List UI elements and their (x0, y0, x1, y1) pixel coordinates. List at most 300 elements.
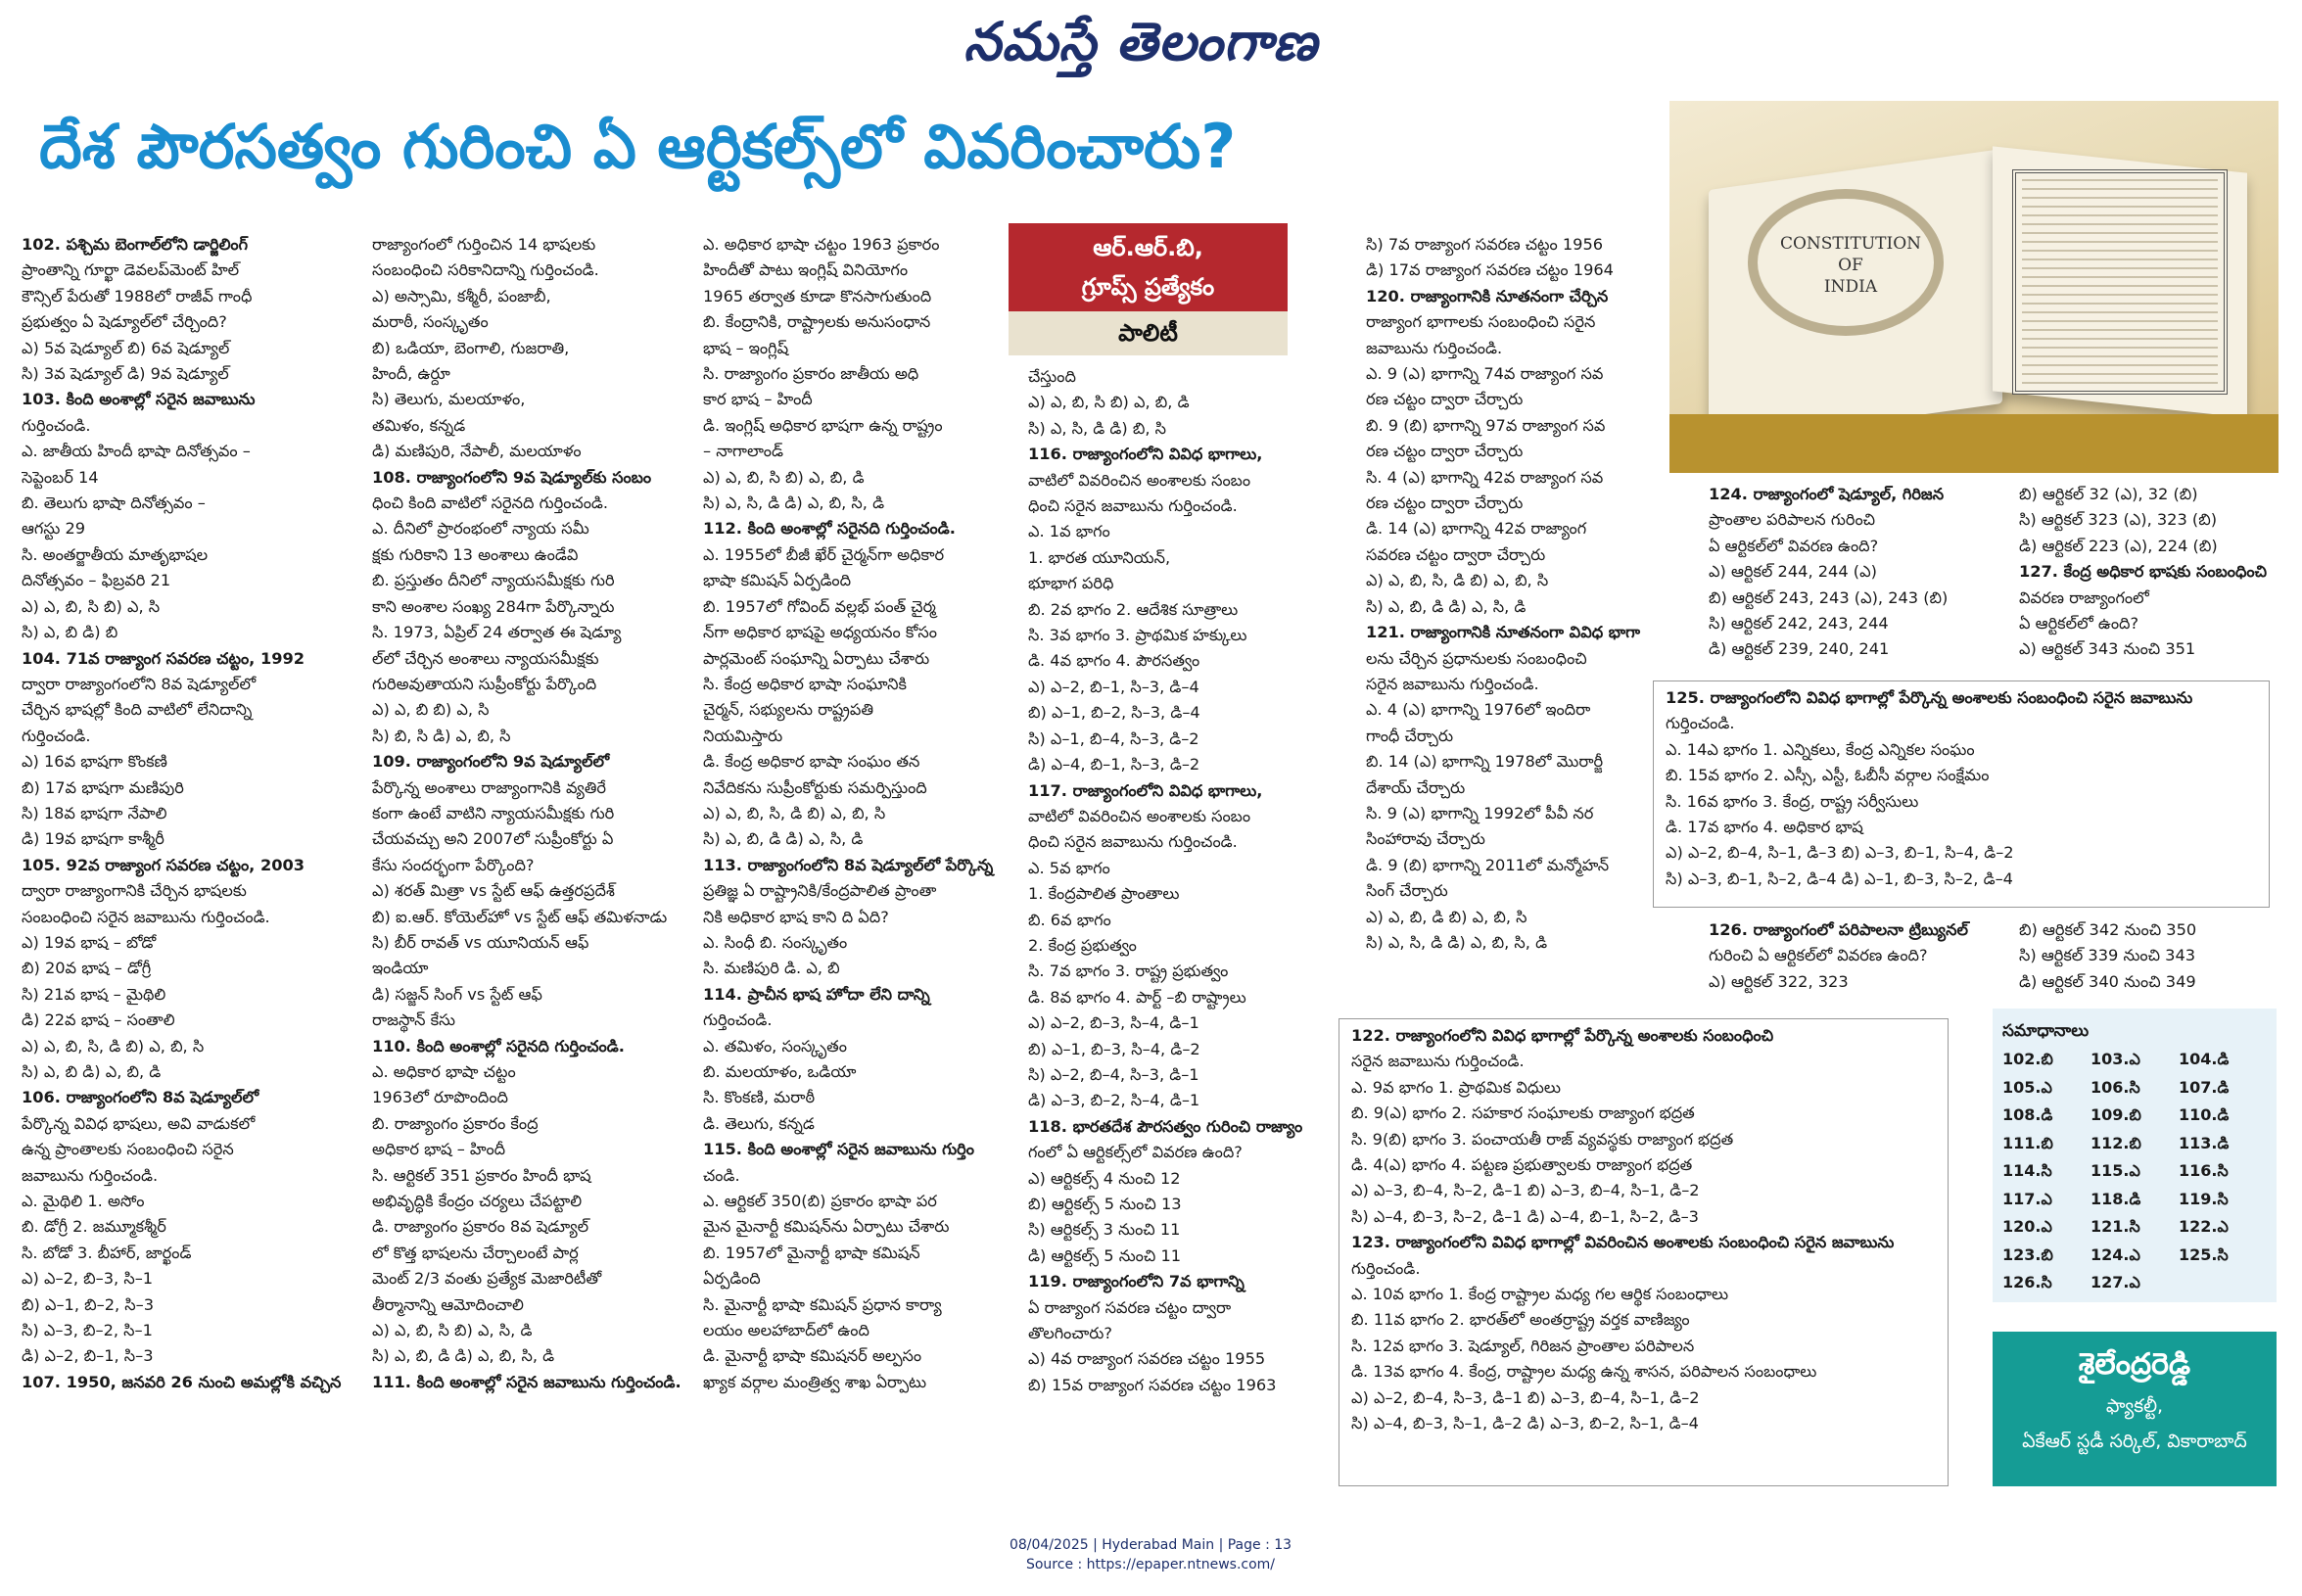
text-line: రణ చట్టం ద్వారా చేర్చారు (1366, 493, 1524, 513)
text-line: చేయవచ్చు అని 2007లో సుప్రీంకోర్టు ఏ (372, 829, 614, 849)
text-line: బి. 9 (బి) భాగాన్ని 97వ రాజ్యాంగ సవ (1366, 415, 1606, 435)
column-7 (2019, 482, 2288, 663)
text-line: 116. రాజ్యాంగంలోని వివిధ భాగాలు, (1028, 445, 1263, 464)
text-line: సి. బోడో 3. బీహార్, జార్ఖండ్ (22, 1243, 192, 1262)
text-line: సంబంధించి సరికానిదాన్ని గుర్తించండి. (372, 260, 599, 280)
text-line: ఎ. మైథిలి 1. అసోం (22, 1192, 145, 1211)
text-line: డి) ఎ–3, బి–2, సి–4, డి–1 (1028, 1091, 1200, 1110)
text-line: హిందీ, ఉర్దూ (372, 364, 450, 384)
text-line: ఎ. 4 (ఎ) భాగాన్ని 1976లో ఇందిరా (1366, 700, 1591, 720)
answer-cell: 122.ఎ (2179, 1217, 2229, 1236)
text-line: బి. 11వ భాగం 2. భారత్‌లో అంతర్రాష్ట్ర వర్తక వాణిజ్యం (1351, 1310, 1690, 1330)
cover-line: CONSTITUTION (1779, 234, 1922, 254)
text-line: 110. కింది అంశాల్లో సరైనది గుర్తించండి. (372, 1036, 625, 1056)
answer-cell: 124.ఎ (2091, 1244, 2140, 1264)
text-line: ద్వారా రాజ్యాంగానికి చేర్చిన భాషలకు (22, 881, 247, 901)
text-line: వాటిలో వివరించిన అంశాలకు సంబం (1028, 806, 1251, 825)
text-line: భాష – ఇంగ్లిష్ (703, 338, 789, 357)
text-line: 1. భారత యూనియన్, (1028, 547, 1171, 567)
text-line: సి) ఎ, బి, డి డి) ఎ, బి, సి, డి (372, 1346, 555, 1366)
text-line: కార భాష – హిందీ (703, 390, 813, 409)
text-line: 107. 1950, జనవరి 26 నుంచి అమల్లోకి వచ్చిన (22, 1372, 342, 1391)
page-text-lines (2022, 179, 2218, 385)
text-line: 103. కింది అంశాల్లో సరైన జవాబును (22, 390, 256, 409)
text-line: బి. తెలుగు భాషా దినోత్సవం – (22, 493, 206, 513)
text-line: సి. 4 (ఎ) భాగాన్ని 42వ రాజ్యాంగ సవ (1366, 467, 1604, 487)
answer-cell: 106.సి (2091, 1077, 2140, 1097)
text-line: తమిళం, కన్నడ (372, 415, 466, 435)
text-line: ఎ. అధికార భాషా చట్టం (372, 1062, 516, 1081)
answer-cell: 120.ఎ (2002, 1217, 2052, 1236)
text-line: ఎ) ఎ, బి, సి బి) ఎ, బి, డి (703, 467, 865, 487)
answer-cell: 113.డి (2179, 1133, 2230, 1152)
author-institute: ఏకేఆర్ స్టడీ సర్కిల్, వికారాబాద్ (2022, 1431, 2247, 1452)
answer-row (2002, 1213, 2267, 1242)
text-line: ఏర్పడింది (703, 1269, 761, 1289)
text-line: సి. 9 (ఎ) భాగాన్ని 1992లో పీవీ నర (1366, 803, 1594, 822)
text-line: సి) ఎ, బి డి) బి (22, 623, 118, 642)
text-line: ఎ. దీనిలో ప్రారంభంలో న్యాయ సమీ (372, 519, 589, 539)
text-line: మైన మైనార్టీ కమిషన్‌ను ఏర్పాటు చేశారు (703, 1217, 950, 1237)
text-line: ఎ) ఎ–2, బి–4, సి–3, డి–1 బి) ఎ–3, బి–4, సి–1, డి–2 (1351, 1387, 1700, 1407)
text-line: 1965 తర్వాత కూడా కొనసాగుతుంది (703, 286, 932, 305)
text-line: దేశాయ్ చేర్చారు (1366, 777, 1466, 797)
text-line: నివేదికను సుప్రీంకోర్టుకు సమర్పిస్తుంది (703, 777, 927, 797)
text-line: రణ చట్టం ద్వారా చేర్చారు (1366, 442, 1524, 461)
column-6 (1709, 482, 2027, 663)
author-name: శైలేంద్రరెడ్డి (2078, 1347, 2191, 1382)
text-line: 106. రాజ్యాంగంలోని 8వ షెడ్యూల్‌లో (22, 1088, 259, 1107)
text-line: చండి. (703, 1165, 740, 1185)
answer-row (2002, 1157, 2267, 1186)
text-line: డి) ఆర్టికల్ 239, 240, 241 (1709, 639, 1890, 659)
text-line: ఉన్న ప్రాంతాలకు సంబంధించి సరైన (22, 1140, 234, 1159)
answer-cell: 125.సి (2179, 1244, 2229, 1264)
text-line: బి. మలయాళం, ఒడియా (703, 1062, 857, 1081)
question-126 (1709, 917, 2017, 995)
text-line: బి. డోగ్రీ 2. జమ్మూకశ్మీర్ (22, 1217, 166, 1237)
text-line: ద్వారా రాజ్యాంగంలోని 8వ షెడ్యూల్‌లో (22, 674, 257, 693)
text-line: డి. కేంద్ర అధికార భాషా సంఘం తన (703, 752, 920, 772)
text-line: ఏ ఆర్టికల్‌లో ఉంది? (2019, 614, 2139, 634)
text-line: డి. రాజ్యాంగం ప్రకారం 8వ షెడ్యూల్ (372, 1217, 589, 1237)
text-line: సి. 16వ భాగం 3. కేంద్ర, రాష్ట్ర సర్వీసులు (1666, 791, 1919, 811)
text-line: జవాబును గుర్తించండి. (22, 1165, 159, 1185)
text-line: బి) ఆర్టికల్స్ 5 నుంచి 13 (1028, 1195, 1182, 1213)
text-line: బి. రాజ్యాంగం ప్రకారం కేంద్ర (372, 1113, 539, 1133)
text-line: 1. కేంద్రపాలిత ప్రాంతాలు (1028, 884, 1180, 904)
text-line: ఇండియా (372, 959, 429, 978)
text-line: చైర్మన్, సభ్యులను రాష్ట్రపతి (703, 700, 874, 720)
text-line: ల్‌లో చేర్చిన అంశాలు న్యాయసమీక్షకు (372, 648, 599, 668)
text-line: సి) 7వ రాజ్యాంగ సవరణ చట్టం 1956 (1366, 235, 1604, 254)
text-line: 126. రాజ్యాంగంలో పరిపాలనా ట్రిబ్యునల్ (1709, 920, 1968, 939)
text-line: ఎ) ఎ–2, బి–1, సి–3, డి–4 (1028, 677, 1199, 696)
text-line: సి) ఆర్టికల్ 339 నుంచి 343 (2019, 946, 2196, 965)
text-line: 113. రాజ్యాంగంలోని 8వ షెడ్యూల్‌లో పేర్కొన్న (703, 855, 994, 874)
text-line: బి. 15వ భాగం 2. ఎస్సీ, ఎస్టీ, ఓబీసీ వర్గాల సంక్షేమం (1666, 766, 1990, 785)
text-line: ఎ) ఎ–2, బి–3, సి–1 (22, 1269, 154, 1289)
text-line: వివరణ రాజ్యాంగంలో (2019, 587, 2149, 607)
text-line: ఎ. జాతీయ హిందీ భాషా దినోత్సవం – (22, 442, 251, 461)
cover-line: INDIA (1823, 277, 1878, 297)
text-line: రాజ్యాంగంలో గుర్తించిన 14 భాషలకు (372, 235, 596, 254)
text-line: ఎ) ఎ, బి, సి, డి బి) ఎ, బి, సి (703, 803, 886, 822)
text-line: 123. రాజ్యాంగంలోని వివిధ భాగాల్లో వివరించిన అంశాలకు సంబంధించి సరైన జవాబును (1351, 1233, 1895, 1252)
text-line: సి) ఎ, బి డి) ఎ, బి, డి (22, 1062, 162, 1081)
text-line: డి) ఆర్టికల్ 340 నుంచి 349 (2019, 971, 2196, 991)
text-line: సి) ఆర్టికల్ 242, 243, 244 (1709, 614, 1889, 634)
text-line: వాటిలో వివరించిన అంశాలకు సంబం (1028, 470, 1251, 490)
text-line: సి) ఎ–3, బి–2, సి–1 (22, 1321, 153, 1340)
text-line: సవరణ చట్టం ద్వారా చేర్చారు (1366, 544, 1546, 564)
text-line: 102. పశ్చిమ బెంగాల్‌లోని డార్జిలింగ్ (22, 235, 249, 254)
text-line: సి) ఎ, సి, డి డి) ఎ, బి, సి, డి (1366, 932, 1548, 952)
text-line: గుర్తించండి. (703, 1010, 773, 1030)
text-line: డి) 17వ రాజ్యాంగ సవరణ చట్టం 1964 (1366, 260, 1614, 280)
text-line: సరైన జవాబును గుర్తించండి. (1366, 674, 1539, 693)
text-line: – నాగాలాండ్ (703, 442, 783, 461)
footer-date-line: 08/04/2025 | Hyderabad Main | Page : 13 (1009, 1537, 1292, 1553)
column-4 (1028, 364, 1359, 1398)
text-line: బి. 2వ భాగం 2. ఆదేశిక సూత్రాలు (1028, 599, 1239, 619)
text-line: 111. కింది అంశాల్లో సరైన జవాబును గుర్తించండి. (372, 1372, 681, 1391)
text-line: ఎ) ఎ, బి, సి బి) ఎ, సి (22, 596, 161, 616)
text-line: సింహారావు చేర్చారు (1366, 829, 1485, 849)
text-line: బి) ఐ.ఆర్. కోయెల్‌హో vs స్టేట్ ఆఫ్ తమిళనాడు (372, 907, 668, 926)
text-line: ఎ. 1955లో బీజీ ఖేర్ చైర్మన్‌గా అధికార (703, 544, 945, 564)
text-line: సి. అంతర్జాతీయ మాతృభాషల (22, 544, 209, 564)
text-line: 119. రాజ్యాంగంలోని 7వ భాగాన్ని (1028, 1272, 1245, 1291)
text-line: ప్రభుత్వం ఏ షెడ్యూల్‌లో చేర్చింది? (22, 312, 227, 332)
text-line: సింగ్ చేర్చారు (1366, 881, 1448, 901)
text-line: ఎ. 14ఎ భాగం 1. ఎన్నికలు, కేంద్ర ఎన్నికల సంఘం (1666, 739, 1975, 759)
question-125 (1666, 685, 2258, 892)
text-line: 117. రాజ్యాంగంలోని వివిధ భాగాలు, (1028, 780, 1263, 800)
text-line: 122. రాజ్యాంగంలోని వివిధ భాగాల్లో పేర్కొన్న అంశాలకు సంబంధించి (1351, 1026, 1774, 1045)
answer-row (2002, 1269, 2267, 1297)
text-line: సి. 7వ భాగం 3. రాష్ట్ర ప్రభుత్వం (1028, 962, 1229, 981)
text-line: డి) ఆర్టికల్ 223 (ఎ), 224 (బి) (2019, 536, 2218, 555)
text-line: సి. 1973, ఏప్రిల్ 24 తర్వాత ఈ షెడ్యూ (372, 623, 622, 642)
answer-cell: 126.సి (2002, 1273, 2052, 1291)
text-line: ఖ్యాక వర్గాల మంత్రిత్వ శాఖ ఏర్పాటు (703, 1372, 927, 1391)
text-line: ధించి కింది వాటిలో సరైనది గుర్తించండి. (372, 493, 609, 513)
text-line: లయం అలహాబాద్‌లో ఉంది (703, 1321, 869, 1340)
text-line: 104. 71వ రాజ్యాంగ సవరణ చట్టం, 1992 (22, 648, 305, 668)
text-line: ఎ. సింధీ బి. సంస్కృతం (703, 932, 848, 952)
text-line: న్‌గా అధికార భాషపై అధ్యయనం కోసం (703, 623, 937, 642)
text-line: డి) ఆర్టికల్స్ 5 నుంచి 11 (1028, 1245, 1182, 1265)
text-line: సి) 18వ భాషగా నేపాలి (22, 803, 167, 822)
text-line: ఎ) ఎ–2, బి–4, సి–1, డి–3 బి) ఎ–3, బి–1, సి–4, డి–2 (1666, 843, 2014, 863)
text-line: సి) ఎ–1, బి–4, సి–3, డి–2 (1028, 728, 1199, 748)
answer-cell: 110.డి (2179, 1105, 2230, 1124)
text-line: కంగా ఉంటే వాటిని న్యాయసమీక్షకు గురి (372, 803, 615, 822)
text-line: కౌన్సిల్ పేరుతో 1988లో రాజీవ్ గాంధీ (22, 286, 253, 305)
text-line: సి. 3వ భాగం 3. ప్రాథమిక హక్కులు (1028, 626, 1247, 645)
text-line: డి. 4వ భాగం 4. పౌరసత్వం (1028, 651, 1200, 671)
text-line: మెంట్ 2/3 వంతు ప్రత్యేక మెజారిటీతో (372, 1269, 602, 1289)
text-line: సి) ఎ, సి, డి డి) ఎ, బి, సి, డి (703, 493, 885, 513)
text-line: పార్లమెంట్ సంఘాన్ని ఏర్పాటు చేశారు (703, 648, 930, 668)
rrb-groups-banner (1009, 223, 1288, 355)
answer-row (2002, 1242, 2267, 1270)
text-line: సి) ఎ, బి, డి డి) ఎ, సి, డి (1366, 596, 1527, 616)
footer-source-line[interactable]: Source : https://epaper.ntnews.com/ (1025, 1557, 1276, 1573)
text-line: సి) ఎ, సి, డి డి) బి, సి (1028, 418, 1166, 438)
column-2 (372, 232, 713, 1395)
rrb-line: ఆర్.ఆర్.బి, (1093, 234, 1203, 261)
author-role: ఫ్యాకల్టీ, (2105, 1395, 2164, 1417)
text-line: సి) ఆర్టికల్ 323 (ఎ), 323 (బి) (2019, 510, 2218, 530)
text-line: సి) ఎ, బి, డి డి) ఎ, సి, డి (703, 829, 864, 849)
text-line: డి. ఇంగ్లిష్ అధికార భాషగా ఉన్న రాష్ట్రం (703, 415, 943, 435)
text-line: 115. కింది అంశాల్లో సరైన జవాబును గుర్తిం (703, 1140, 974, 1159)
answer-cell: 115.ఎ (2091, 1161, 2140, 1180)
text-line: బి. కేంద్రానికి, రాష్ట్రాలకు అనుసంధాన (703, 312, 931, 332)
text-line: గురించి ఏ ఆర్టికల్‌లో వివరణ ఉంది? (1709, 946, 1928, 965)
answer-cell (2179, 1269, 2267, 1297)
text-line: బి) ఎ–1, బి–3, సి–4, డి–2 (1028, 1039, 1200, 1058)
text-line: ఎ) అస్సామి, కశ్మీరీ, పంజాబీ, (372, 286, 551, 305)
text-line: ఎ) ఎ, బి, సి బి) ఎ, సి, డి (372, 1321, 533, 1340)
text-line: ఎ) శరత్ మిత్రా vs స్టేట్ ఆఫ్ ఉత్తరప్రదేశ్ (372, 881, 615, 901)
text-line: డి. 4(ఎ) భాగం 4. పట్టణ ప్రభుత్వాలకు రాజ్యాంగ భద్రత (1351, 1155, 1693, 1175)
rrb-line: గ్రూప్స్ ప్రత్యేకం (1081, 273, 1215, 301)
text-line: ధించి సరైన జవాబును గుర్తించండి. (1028, 832, 1238, 852)
answer-cell: 114.సి (2002, 1161, 2052, 1180)
text-line: డి) సజ్జన్ సింగ్ vs స్టేట్ ఆఫ్ (372, 984, 542, 1004)
text-line: కాని అంశాల సంఖ్య 284గా పేర్కొన్నారు (372, 596, 615, 616)
text-line: సి) ఎ–4, బి–3, సి–2, డి–1 డి) ఎ–4, బి–1, సి–2, డి–3 (1351, 1206, 1699, 1226)
text-line: సంబంధించి సరైన జవాబును గుర్తించండి. (22, 907, 270, 926)
text-line: ఎ. 10వ భాగం 1. కేంద్ర రాష్ట్రాల మధ్య గల ఆర్థిక సంబంధాలు (1351, 1285, 1729, 1304)
constitution-photo (1669, 101, 2279, 473)
text-line: మరాఠీ, సంస్కృతం (372, 312, 489, 332)
text-line: ఎ) ఎ, బి బి) ఎ, సి (372, 700, 490, 720)
text-line: పేర్కొన్న అంశాలు రాజ్యాంగానికి వ్యతిరే (372, 777, 607, 797)
text-line: ఆగస్టు 29 (22, 519, 86, 539)
text-line: ప్రాంతాల పరిపాలన గురించి (1709, 510, 1876, 530)
text-line: సి. ఆర్టికల్ 351 ప్రకారం హిందీ భాష (372, 1165, 591, 1185)
text-line: సి. రాజ్యాంగం ప్రకారం జాతీయ అధి (703, 364, 919, 384)
cover-title (1777, 233, 1924, 298)
answer-row (2002, 1074, 2267, 1103)
text-line: సి) 3వ షెడ్యూల్ డి) 9వ షెడ్యూల్ (22, 364, 229, 384)
answer-cell: 109.బి (2091, 1105, 2141, 1124)
text-line: సి) ఎ–3, బి–1, సి–2, డి–4 డి) ఎ–1, బి–3, సి–2, డి–4 (1666, 868, 2013, 888)
text-line: ఎ) ఆర్టికల్ 322, 323 (1709, 971, 1849, 991)
text-line: గుర్తించండి. (22, 726, 91, 745)
text-line: సి) బి, సి డి) ఎ, బి, సి (372, 726, 511, 745)
text-line: చేస్తుంది (1028, 367, 1076, 386)
text-line: డి. 17వ భాగం 4. అధికార భాష (1666, 818, 1863, 837)
text-line: సి. 9(బి) భాగం 3. పంచాయతీ రాజ్ వ్యవస్థకు రాజ్యాంగ భద్రత (1351, 1129, 1734, 1149)
text-line: గుర్తించండి. (1351, 1258, 1421, 1278)
text-line: సరైన జవాబును గుర్తించండి. (1351, 1052, 1525, 1071)
text-line: గుర్తించండి. (1666, 714, 1735, 733)
text-line: ఎ. ఆర్టికల్ 350(బి) ప్రకారం భాషా పర (703, 1192, 937, 1211)
text-line: ఎ) ఎ, బి, సి బి) ఎ, బి, డి (1028, 393, 1190, 412)
text-line: బి) ఆర్టికల్ 243, 243 (ఎ), 243 (బి) (1709, 587, 1949, 607)
page-headline: దేశ పౌరసత్వం గురించి ఏ ఆర్టికల్స్‌లో వివరించారు? (39, 111, 1237, 182)
text-line: పేర్కొన్న వివిధ భాషలు, అవి వాడుకలో (22, 1113, 256, 1133)
text-line: 112. కింది అంశాల్లో సరైనది గుర్తించండి. (703, 519, 956, 539)
text-line: సి) 21వ భాష – మైథిలి (22, 984, 166, 1004)
text-line: ఎ. తమిళం, సంస్కృతం (703, 1036, 847, 1056)
author-box (1993, 1332, 2277, 1486)
answer-cell: 104.డి (2179, 1050, 2230, 1068)
text-line: సి) ఎ–2, బి–4, సి–3, డి–1 (1028, 1064, 1199, 1084)
text-line: తీర్మానాన్ని ఆమోదించాలి (372, 1294, 524, 1314)
answer-row (2002, 1130, 2267, 1158)
text-line: గంలో ఏ ఆర్టికల్స్‌లో వివరణ ఉంది? (1028, 1143, 1243, 1162)
text-line: సి) తెలుగు, మలయాళం, (372, 390, 526, 409)
text-line: సి) ఆర్టికల్స్ 3 నుంచి 11 (1028, 1220, 1181, 1240)
text-line: డి. మైనార్టీ భాషా కమిషనర్ అల్పసం (703, 1346, 922, 1366)
text-line: 108. రాజ్యాంగంలోని 9వ షెడ్యూల్‌కు సంబం (372, 467, 652, 487)
text-line: గాంధీ చేర్చారు (1366, 726, 1454, 745)
book-base (1669, 414, 2279, 473)
text-line: డి. 8వ భాగం 4. పార్ట్ –బి రాష్ట్రాలు (1028, 987, 1246, 1007)
text-line: లను చేర్చిన ప్రధానులకు సంబంధించి (1366, 648, 1587, 668)
text-line: డి. తెలుగు, కన్నడ (703, 1113, 815, 1133)
text-line: సి. కొంకణి, మరాఠీ (703, 1088, 816, 1107)
text-line: బి) ఎ–1, బి–2, సి–3, డి–4 (1028, 703, 1200, 723)
answer-row (2002, 1046, 2267, 1074)
text-line: సి. మైనార్టీ భాషా కమిషన్ ప్రధాన కార్యా (703, 1294, 942, 1314)
answer-cell: 117.ఎ (2002, 1189, 2052, 1208)
text-line: 120. రాజ్యాంగానికి నూతనంగా చేర్చిన (1366, 286, 1609, 305)
text-line: రాజ్యాంగ భాగాలకు సంబంధించి సరైన (1366, 312, 1596, 332)
text-line: జవాబును గుర్తించండి. (1366, 338, 1503, 357)
text-line: 127. కేంద్ర అధికార భాషకు సంబంధించి (2019, 562, 2267, 582)
text-line: ఎ) ఎ–3, బి–4, సి–2, డి–1 బి) ఎ–3, బి–4, సి–1, డి–2 (1351, 1181, 1700, 1200)
answer-row (2002, 1102, 2267, 1130)
text-line: 2. కేంద్ర ప్రభుత్వం (1028, 935, 1137, 955)
text-line: ఎ) ఎ–2, బి–3, సి–4, డి–1 (1028, 1013, 1199, 1033)
text-line: బి) 15వ రాజ్యాంగ సవరణ చట్టం 1963 (1028, 1375, 1277, 1394)
text-line: డి) 19వ భాషగా కాశ్మీరీ (22, 829, 164, 849)
question-125-box (1653, 681, 2270, 908)
text-line: బి) 20వ భాష – డోగ్రీ (22, 959, 152, 978)
text-line: నికి అధికార భాష కాని ది ఏది? (703, 907, 889, 926)
text-line: ఎ) ఎ, బి, సి, డి బి) ఎ, బి, సి (22, 1036, 205, 1056)
text-line: బి) ఎ–1, బి–2, సి–3 (22, 1294, 155, 1314)
answer-cell: 111.బి (2002, 1133, 2053, 1152)
text-line: ఎ. అధికార భాషా చట్టం 1963 ప్రకారం (703, 235, 940, 254)
text-line: దినోత్సవం – ఫిబ్రవరి 21 (22, 571, 171, 590)
text-line: 118. భారతదేశ పౌరసత్వం గురించి రాజ్యాం (1028, 1116, 1303, 1136)
masthead-logo: నమస్తే తెలంగాణ (963, 10, 1318, 72)
text-line: ప్రతిజ్ఞ ఏ రాష్ట్రానికి/కేంద్రపాలిత ప్రాంతా (703, 881, 937, 901)
text-line: రాజస్థాన్ కేసు (372, 1010, 456, 1030)
text-line: బి. ప్రస్తుతం దీనిలో న్యాయసమీక్షకు గురి (372, 571, 615, 590)
text-line: ఎ) 4వ రాజ్యాంగ సవరణ చట్టం 1955 (1028, 1349, 1266, 1369)
text-line: హిందీతో పాటు ఇంగ్లిష్ వినియోగం (703, 260, 909, 280)
subject-label: పాలిటీ (1009, 311, 1288, 355)
answer-cell: 121.సి (2091, 1217, 2140, 1236)
answer-cell: 119.సి (2179, 1189, 2229, 1208)
rrb-banner-title (1009, 223, 1288, 311)
text-line: బి. 1957లో మైనార్టీ భాషా కమిషన్ (703, 1243, 920, 1262)
question-122-123-box (1339, 1018, 1949, 1486)
answer-cell: 116.సి (2179, 1161, 2229, 1180)
text-line: డి. 13వ భాగం 4. కేంద్ర, రాష్ట్రాల మధ్య ఉన్న శాసన, పరిపాలన సంబంధాలు (1351, 1362, 1817, 1382)
text-line: కేసు సందర్భంగా పేర్కొంది? (372, 855, 535, 874)
text-line: ఎ. 9 (ఎ) భాగాన్ని 74వ రాజ్యాంగ సవ (1366, 364, 1604, 384)
text-line: బి) ఒడియా, బెంగాలి, గుజరాతి, (372, 338, 570, 357)
text-line: భూభాగ పరిధి (1028, 574, 1114, 593)
text-line: సి. కేంద్ర అధికార భాషా సంఘానికి (703, 674, 907, 693)
column-1 (22, 232, 362, 1395)
text-line: ఎ) ఆర్టికల్స్ 4 నుంచి 12 (1028, 1168, 1181, 1188)
text-line: బి) ఆర్టికల్ 32 (ఎ), 32 (బి) (2019, 485, 2198, 503)
text-line: ఎ) 5వ షెడ్యూల్ బి) 6వ షెడ్యూల్ (22, 338, 230, 357)
answer-cell: 107.డి (2179, 1077, 2230, 1097)
questions-122-123 (1351, 1023, 1944, 1437)
text-line: సెప్టెంబర్ 14 (22, 467, 99, 487)
text-line: డి) 22వ భాష – సంతాలి (22, 1010, 175, 1030)
text-line: డి. 9 (బి) భాగాన్ని 2011లో మన్మోహన్ (1366, 855, 1610, 874)
text-line: 114. ప్రాచీన భాష హోదా లేని దాన్ని (703, 984, 930, 1004)
text-line: డి. 14 (ఎ) భాగాన్ని 42వ రాజ్యాంగ (1366, 519, 1587, 539)
text-line: 109. రాజ్యాంగంలోని 9వ షెడ్యూల్‌లో (372, 752, 610, 772)
text-line: ప్రాంతాన్ని గూర్ఖా డెవలప్‌మెంట్ హిల్ (22, 260, 240, 280)
text-line: ఎ) 19వ భాష – బోడో (22, 932, 157, 952)
answer-cell: 102.బి (2002, 1050, 2053, 1068)
text-line: చేర్చిన భాషల్లో కింది వాటిలో లేనిదాన్ని (22, 700, 253, 720)
text-line: ఎ) 16వ భాషగా కొంకణి (22, 752, 167, 772)
text-line: బి) ఆర్టికల్ 342 నుంచి 350 (2019, 920, 2197, 939)
text-line: భాషా కమిషన్ ఏర్పడింది (703, 571, 852, 590)
text-line: ఏ ఆర్టికల్‌లో వివరణ ఉంది? (1709, 536, 1879, 555)
text-line: 124. రాజ్యాంగంలో షెడ్యూల్, గిరిజన (1709, 485, 1945, 503)
text-line: సి) బీర్ రావత్ vs యూనియన్ ఆఫ్ (372, 932, 589, 952)
text-line: రణ చట్టం ద్వారా చేర్చారు (1366, 390, 1524, 409)
text-line: బి) 17వ భాషగా మణిపురి (22, 777, 184, 797)
text-line: ఎ) ఆర్టికల్ 343 నుంచి 351 (2019, 639, 2196, 659)
text-line: 1963లో రూపొందింది (372, 1088, 508, 1107)
text-line: బి. 14 (ఎ) భాగాన్ని 1978లో మొరార్జీ (1366, 752, 1604, 772)
answers-panel (1993, 1009, 2277, 1302)
text-line: బి. 1957లో గోవింద్ వల్లభ్ పంత్ చైర్మ (703, 596, 936, 616)
text-line: డి) ఎ–4, బి–1, సి–3, డి–2 (1028, 755, 1200, 775)
text-line: ఎ. 9వ భాగం 1. ప్రాథమిక విధులు (1351, 1077, 1561, 1097)
page-footer (783, 1535, 1518, 1574)
answers-title: సమాధానాలు (2002, 1021, 2090, 1041)
column-3 (703, 232, 1021, 1395)
answer-cell: 127.ఎ (2091, 1273, 2140, 1291)
text-line: గుర్తించండి. (22, 415, 91, 435)
text-line: ఎ) ఆర్టికల్ 244, 244 (ఎ) (1709, 562, 1877, 582)
text-line: బి. 9(ఎ) భాగం 2. సహకార సంఘాలకు రాజ్యాంగ భద్రత (1351, 1103, 1695, 1123)
answer-cell: 118.డి (2091, 1189, 2141, 1208)
text-line: ధించి సరైన జవాబును గుర్తించండి. (1028, 496, 1238, 516)
answer-cell: 123.బి (2002, 1244, 2053, 1264)
text-line: గురిఅవుతాయని సుప్రీంకోర్టు పేర్కొంది (372, 674, 597, 693)
text-line: అధికార భాష – హిందీ (372, 1140, 506, 1159)
answer-cell: 105.ఎ (2002, 1077, 2052, 1097)
text-line: 121. రాజ్యాంగానికి నూతనంగా వివిధ భాగా (1366, 623, 1641, 642)
text-line: తొలగించారు? (1028, 1324, 1112, 1343)
text-line: ఎ. 1వ భాగం (1028, 522, 1110, 541)
text-line: నియమిస్తారు (703, 726, 783, 745)
text-line: ఎ. 5వ భాగం (1028, 858, 1110, 877)
text-line: లో కొత్త భాషలను చేర్చాలంటే పార్ల (372, 1243, 579, 1262)
text-line: ఎ) ఎ, బి, డి బి) ఎ, బి, సి (1366, 907, 1527, 926)
